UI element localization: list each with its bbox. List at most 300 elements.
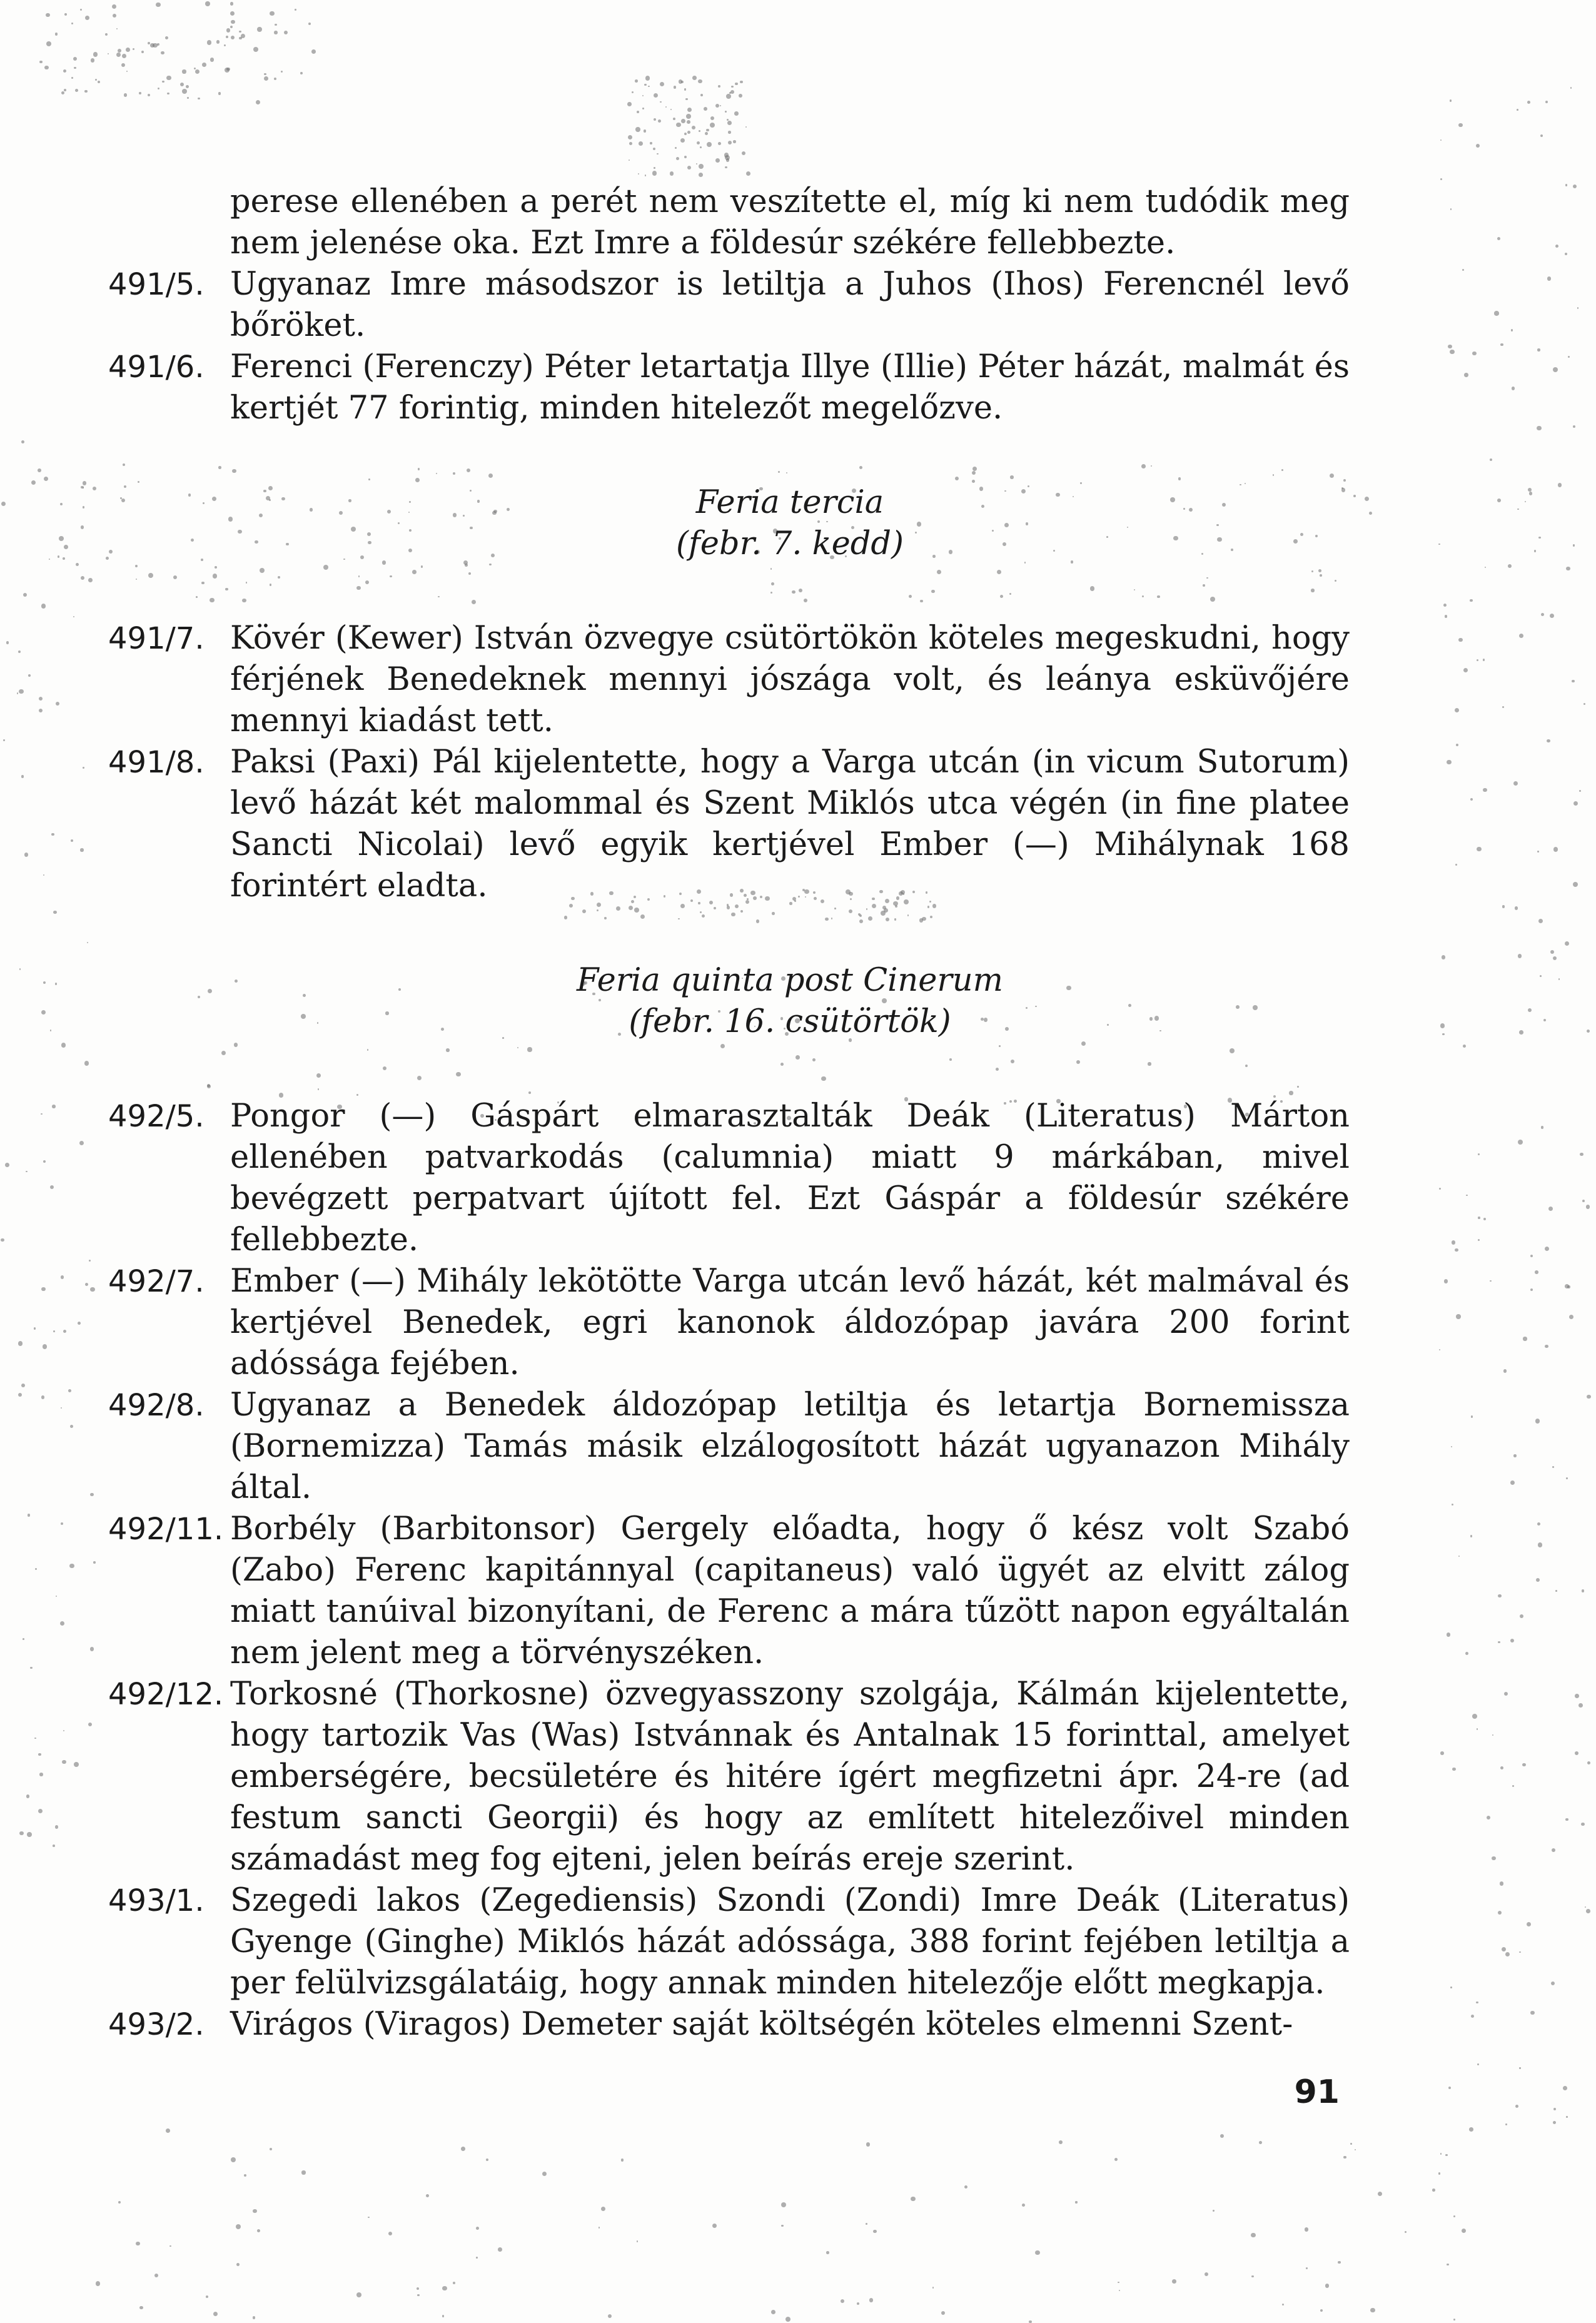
scan-speck <box>654 118 656 121</box>
scan-speck <box>648 86 650 88</box>
scan-speck <box>24 853 29 857</box>
scan-speck <box>64 89 66 91</box>
scan-speck <box>1259 2141 1262 2144</box>
entry-continuation <box>230 181 1350 264</box>
scan-speck <box>1485 567 1486 568</box>
scan-speck <box>23 1638 24 1640</box>
scan-speck <box>730 90 734 94</box>
scan-speck <box>1579 790 1582 792</box>
scan-speck <box>236 2263 240 2267</box>
scan-speck <box>55 983 57 984</box>
scan-speck <box>244 2174 246 2177</box>
scan-speck <box>686 114 691 119</box>
scan-speck <box>1528 488 1532 492</box>
scan-speck <box>715 104 719 108</box>
scan-speck <box>1075 2201 1077 2203</box>
scan-speck <box>226 36 228 38</box>
scan-speck <box>676 157 679 160</box>
scan-speck <box>645 175 647 176</box>
scan-speck <box>727 121 732 125</box>
scan-speck <box>1472 352 1476 355</box>
scan-speck <box>706 129 709 132</box>
scan-speck <box>85 1283 88 1286</box>
scan-speck <box>206 2295 208 2298</box>
scan-speck <box>257 27 261 31</box>
scan-speck <box>1492 1734 1493 1736</box>
entry-493-1 <box>108 1880 1350 2004</box>
scan-speck <box>202 63 206 67</box>
scan-speck <box>1512 1785 1514 1787</box>
scan-speck <box>1455 1248 1458 1252</box>
scan-speck <box>1452 1240 1455 1244</box>
scan-speck <box>201 582 204 584</box>
scan-speck <box>196 596 198 598</box>
scan-speck <box>256 100 260 104</box>
scan-speck <box>1550 614 1554 618</box>
entry-number: 491/8. <box>108 745 205 780</box>
scan-speck <box>674 86 676 88</box>
scan-speck <box>1305 2227 1308 2231</box>
scan-speck <box>1540 975 1542 977</box>
scan-speck <box>225 588 228 591</box>
scan-speck <box>1463 668 1468 672</box>
scan-speck <box>1 502 6 506</box>
scan-speck <box>1523 1337 1527 1340</box>
scan-speck <box>1525 501 1527 503</box>
scan-speck <box>308 23 311 25</box>
scan-speck <box>46 41 51 46</box>
scan-speck <box>1458 123 1462 127</box>
scan-speck <box>1458 638 1463 642</box>
scan-speck <box>1581 1823 1585 1826</box>
scan-speck <box>93 1561 96 1564</box>
scan-speck <box>210 58 214 61</box>
scan-speck <box>1535 1270 1538 1274</box>
scan-speck <box>1522 1763 1525 1766</box>
scan-speck <box>1553 367 1558 372</box>
scan-speck <box>1355 2149 1356 2150</box>
scan-speck <box>1541 613 1544 616</box>
scan-speck <box>1353 495 1356 497</box>
scan-speck <box>697 141 700 145</box>
scan-speck <box>1552 1848 1555 1852</box>
scan-speck <box>270 11 274 16</box>
scan-speck <box>1586 1205 1590 1208</box>
scan-speck <box>34 1327 36 1329</box>
scan-speck <box>1518 954 1522 958</box>
scan-speck <box>28 1514 30 1516</box>
scan-speck <box>90 1647 94 1651</box>
scan-speck <box>1448 345 1452 348</box>
scan-speck <box>1587 1761 1590 1764</box>
scan-speck <box>148 573 153 578</box>
scan-speck <box>274 31 278 34</box>
scan-speck <box>712 2224 717 2228</box>
scan-speck <box>1483 659 1485 661</box>
entry-491-8 <box>108 742 1350 907</box>
scan-speck <box>1578 1703 1583 1708</box>
scan-speck <box>1469 2127 1473 2132</box>
scan-speck <box>28 674 31 677</box>
scan-speck <box>274 78 276 80</box>
scan-speck <box>1470 599 1472 602</box>
scan-speck <box>1565 941 1569 946</box>
scan-speck <box>1445 615 1448 618</box>
scan-speck <box>699 173 703 177</box>
scan-speck <box>1029 2320 1031 2323</box>
scan-speck <box>212 497 216 501</box>
scan-speck <box>270 2148 272 2150</box>
scan-speck <box>51 833 54 836</box>
scan-speck <box>44 477 48 481</box>
scan-speck <box>670 171 674 176</box>
scan-speck <box>417 2294 420 2297</box>
scan-speck <box>53 1330 55 1332</box>
scan-speck <box>71 839 73 842</box>
scan-speck <box>1530 1255 1533 1257</box>
scan-speck <box>1464 373 1468 377</box>
scan-speck <box>692 76 697 80</box>
scan-speck <box>1440 139 1442 141</box>
scan-speck <box>88 1723 92 1726</box>
scan-speck <box>1059 2140 1063 2144</box>
scan-speck <box>1442 955 1445 959</box>
scan-speck <box>91 58 95 63</box>
scan-speck <box>1527 101 1530 104</box>
scan-speck <box>81 576 85 580</box>
scan-speck <box>1462 269 1464 271</box>
scan-speck <box>1573 185 1577 188</box>
scan-speck <box>300 72 303 74</box>
scan-speck <box>1558 483 1562 487</box>
scan-speck <box>1573 882 1578 887</box>
scan-speck <box>1580 1153 1583 1156</box>
scan-speck <box>138 481 139 483</box>
scan-speck <box>311 49 316 54</box>
scan-speck <box>1471 1415 1473 1417</box>
scan-speck <box>1547 276 1551 280</box>
scan-speck <box>68 1389 71 1392</box>
scan-speck <box>1497 237 1500 240</box>
scan-speck <box>1455 864 1457 866</box>
scan-speck <box>182 69 186 73</box>
scan-speck <box>1456 1314 1460 1318</box>
scan-speck <box>1558 978 1560 980</box>
entry-492-8 <box>108 1385 1350 1509</box>
scan-speck <box>43 874 44 876</box>
scan-speck <box>1508 564 1512 568</box>
scan-speck <box>1547 739 1550 742</box>
scan-speck <box>746 171 751 176</box>
scan-speck <box>745 126 747 128</box>
scan-speck <box>742 151 745 155</box>
scan-speck <box>133 48 134 50</box>
entry-491-7 <box>108 618 1350 742</box>
scan-speck <box>638 173 639 175</box>
scan-speck <box>1573 801 1578 806</box>
scan-speck <box>644 129 647 133</box>
scan-speck <box>486 2159 488 2161</box>
scan-speck <box>53 911 56 914</box>
scan-speck <box>122 54 126 58</box>
scan-speck <box>105 33 108 36</box>
scan-speck <box>1114 2158 1118 2161</box>
scan-speck <box>417 2287 419 2290</box>
scan-speck <box>1513 1454 1516 1457</box>
scan-speck <box>167 93 169 94</box>
scan-speck <box>1350 2143 1352 2145</box>
scan-speck <box>1453 2215 1455 2217</box>
scan-speck <box>1443 604 1447 607</box>
scan-speck <box>673 118 675 120</box>
scan-speck <box>1118 2282 1119 2283</box>
scan-speck <box>627 102 632 106</box>
scan-speck <box>660 82 664 86</box>
scan-speck <box>1553 956 1557 960</box>
scan-speck <box>1438 2172 1441 2175</box>
scan-speck <box>1213 2210 1214 2211</box>
scan-speck <box>1566 1477 1568 1479</box>
scan-speck <box>213 574 217 578</box>
scan-speck <box>1494 311 1498 315</box>
scan-speck <box>1519 1951 1521 1953</box>
scan-speck <box>187 97 189 99</box>
scan-speck <box>781 2225 783 2227</box>
heading-title: Feria tercia <box>695 484 884 521</box>
entry-number: 491/5. <box>108 267 205 302</box>
scan-speck <box>1504 1692 1508 1696</box>
scan-speck <box>23 593 27 597</box>
scan-speck <box>46 13 50 18</box>
entry-text: Ugyanaz Imre másodszor is letiltja a Juhos (Ihos) Ferencnél levő bőröket. <box>230 266 1350 344</box>
scan-speck <box>1502 1947 1506 1951</box>
scan-speck <box>61 1275 64 1278</box>
scan-speck <box>88 578 93 582</box>
scan-speck <box>869 2298 873 2302</box>
scan-speck <box>857 2302 859 2305</box>
scan-speck <box>41 1113 43 1115</box>
scan-speck <box>1555 1590 1557 1592</box>
scan-speck <box>31 480 36 485</box>
scan-speck <box>453 2282 455 2284</box>
scan-speck <box>1452 1768 1456 1771</box>
scan-speck <box>652 171 657 175</box>
scan-speck <box>50 1030 52 1031</box>
scan-speck <box>121 499 125 502</box>
scan-speck <box>1325 2284 1329 2287</box>
scan-speck <box>700 94 703 96</box>
page-number: 91 <box>1294 2073 1340 2111</box>
scan-speck <box>70 1425 73 1428</box>
scan-speck <box>1541 1126 1543 1128</box>
scan-speck <box>121 63 125 67</box>
scan-speck <box>118 2201 121 2204</box>
scan-speck <box>201 559 203 561</box>
scan-speck <box>58 555 60 558</box>
scan-speck <box>1465 1652 1468 1655</box>
scan-speck <box>123 463 125 466</box>
scan-speck <box>1498 1594 1502 1598</box>
scan-speck <box>218 466 221 469</box>
scan-speck <box>1517 109 1518 111</box>
scan-speck <box>1490 1280 1492 1282</box>
scan-speck <box>1440 1751 1444 1755</box>
scan-speck <box>1251 2275 1253 2277</box>
scan-speck <box>1573 425 1575 428</box>
scan-speck <box>1369 512 1372 515</box>
scan-speck <box>198 996 200 998</box>
scan-speck <box>83 506 85 509</box>
scan-speck <box>1537 851 1539 853</box>
scan-speck <box>1530 2011 1534 2015</box>
scan-speck <box>116 28 118 29</box>
scan-speck <box>194 68 196 69</box>
scan-speck <box>1527 1922 1531 1926</box>
scan-speck <box>1553 2121 1556 2124</box>
scan-speck <box>208 989 212 993</box>
scan-speck <box>1538 919 1543 923</box>
scan-speck <box>35 1568 37 1570</box>
scan-speck <box>231 36 235 39</box>
scan-speck <box>725 111 727 113</box>
scan-speck <box>684 133 687 135</box>
scan-speck <box>1538 1542 1542 1547</box>
scan-speck <box>1500 1766 1503 1769</box>
scan-speck <box>78 1322 81 1325</box>
scan-speck <box>141 51 144 53</box>
scan-speck <box>1513 781 1518 786</box>
scan-speck <box>498 2247 502 2252</box>
scan-speck <box>38 1753 41 1756</box>
heading-title: Feria quinta post Cinerum <box>576 962 1004 999</box>
scan-speck <box>866 2223 867 2225</box>
scan-speck <box>18 1393 22 1397</box>
scan-speck <box>38 468 41 472</box>
scan-speck <box>213 2312 218 2316</box>
scan-speck <box>1439 1188 1441 1190</box>
scan-speck <box>41 1395 45 1399</box>
scan-speck <box>1519 2067 1520 2068</box>
scan-speck <box>356 2292 361 2297</box>
scan-speck <box>1498 1641 1500 1644</box>
scan-speck <box>675 147 677 149</box>
scan-speck <box>231 20 235 24</box>
scan-speck <box>687 120 690 124</box>
scan-speck <box>1440 178 1442 180</box>
scan-speck <box>629 142 632 145</box>
scan-speck <box>62 1760 66 1764</box>
scan-speck <box>1519 1030 1523 1035</box>
scan-speck <box>1370 2308 1375 2313</box>
scan-speck <box>841 2299 845 2304</box>
scan-speck <box>1405 2231 1407 2233</box>
scan-speck <box>39 697 43 701</box>
entry-492-5 <box>108 1096 1350 1261</box>
scan-speck <box>55 1825 59 1829</box>
scan-speck <box>1573 544 1575 547</box>
scan-speck <box>476 2227 479 2230</box>
scan-speck <box>73 616 74 617</box>
scan-speck <box>700 146 702 148</box>
scan-speck <box>83 481 86 485</box>
scan-speck <box>1365 497 1369 501</box>
scan-speck <box>1476 2002 1478 2003</box>
entry-text: perese ellenében a perét nem veszítette el, míg ki nem tudódik meg nem jelenése oka. Ezt Imre a földesúr székére fellebbezte. <box>230 183 1350 261</box>
scan-speck <box>1490 458 1492 461</box>
scan-speck <box>704 107 707 111</box>
scan-speck <box>658 119 662 123</box>
scan-speck <box>699 164 704 169</box>
entry-text: Paksi (Paxi) Pál kijelentette, hogy a Varga utcán (in vicum Sutorum) levő házát két malommal és Szent Miklós utca végén (in fine platee Sancti Nicolai) levő egyik kertjével Ember (—) Mihálynak 168 forintért eladta. <box>230 744 1350 904</box>
scan-speck <box>1519 634 1524 639</box>
scan-speck <box>90 1287 95 1292</box>
scan-speck <box>87 942 88 943</box>
scan-speck <box>1462 2229 1466 2233</box>
scan-speck <box>253 2316 255 2319</box>
scan-speck <box>198 98 200 99</box>
scan-speck <box>680 138 685 143</box>
scan-speck <box>1515 2105 1518 2108</box>
scan-speck <box>608 2314 612 2318</box>
scan-speck <box>635 79 638 83</box>
scan-speck <box>19 1831 24 1836</box>
scan-speck <box>49 559 50 560</box>
scan-speck <box>670 109 672 110</box>
entry-491-6 <box>108 347 1350 429</box>
scan-speck <box>1450 99 1452 102</box>
entry-text: Ferenci (Ferenczy) Péter letartatja Illye (Illie) Péter házát, malmát és kertjét 77 forintig, minden hitelezőt megelőzve. <box>230 348 1350 427</box>
scan-speck <box>707 142 712 147</box>
scan-speck <box>1517 509 1519 510</box>
entry-text: Pongor (—) Gáspárt elmarasztalták Deák (Literatus) Márton ellenében patvarkodás (calumnia) miatt 9 márkában, mivel bevégzett perpatvart újított fel. Ezt Gáspár a földesúr székére fellebbezte. <box>230 1098 1350 1258</box>
scan-speck <box>1583 703 1586 706</box>
scan-speck <box>1515 906 1518 910</box>
scan-speck <box>281 71 283 73</box>
scan-speck <box>150 43 154 48</box>
scan-speck <box>44 66 48 69</box>
scan-speck <box>629 159 630 161</box>
scan-speck <box>1282 2304 1284 2305</box>
scan-speck <box>1569 1315 1573 1319</box>
scan-speck <box>687 131 691 134</box>
scan-speck <box>106 557 109 560</box>
scan-speck <box>126 71 128 72</box>
scan-speck <box>644 84 647 86</box>
scan-speck <box>785 2317 790 2322</box>
scan-speck <box>264 76 268 81</box>
scan-speck <box>1438 544 1440 545</box>
scan-speck <box>166 76 171 81</box>
scan-speck <box>182 89 187 94</box>
scan-speck <box>1505 1952 1510 1956</box>
scan-speck <box>19 968 21 969</box>
scan-speck <box>135 565 138 567</box>
scan-speck <box>203 502 205 504</box>
scan-speck <box>1220 2134 1225 2138</box>
entry-text: Torkosné (Thorkosne) özvegyasszony szolgája, Kálmán kijelentette, hogy tartozik Vas (Was) Istvánnak és Antalnak 15 forinttal, amelyet emberségére, becsületére és hitére ígért megfizetni ápr. 24-re (ad festum sancti Georgii) és hogy az említett hitelezőivel minden számadást meg fog ejteni, jelen beírás ereje szerint. <box>230 1676 1350 1878</box>
scan-speck <box>230 11 235 16</box>
scan-speck <box>21 775 24 778</box>
scan-speck <box>207 1084 210 1087</box>
scan-speck <box>1500 343 1503 347</box>
scan-speck <box>728 131 731 134</box>
scan-speck <box>442 2286 447 2291</box>
scan-speck <box>1035 2250 1040 2255</box>
entry-number: 492/7. <box>108 1264 205 1299</box>
scan-speck <box>27 1832 32 1837</box>
scan-speck <box>728 141 732 144</box>
scan-speck <box>1320 2309 1323 2312</box>
